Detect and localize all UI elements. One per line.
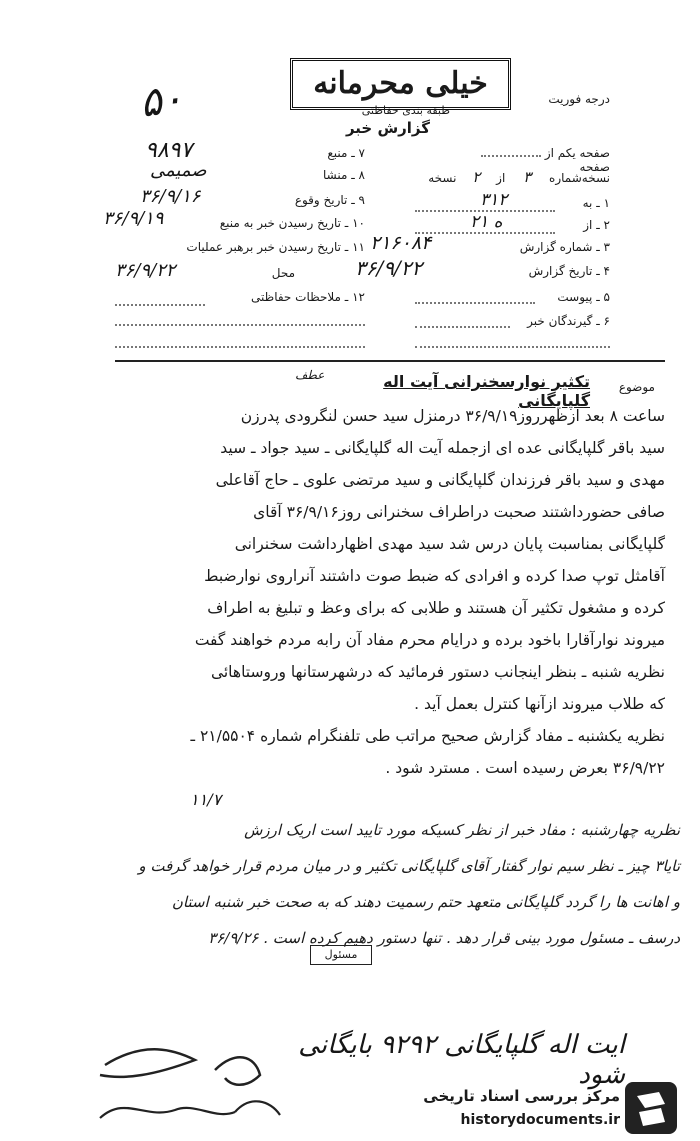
subject-annotation: عطف — [295, 368, 325, 382]
dotted-line — [415, 346, 610, 348]
field-9-label: ۹ ـ تاریخ وقوع — [294, 193, 365, 207]
handwritten-line: نظریه چهارشنبه : مفاد خبر از نظر کسیکه مورد تایید است اریک ارزش — [244, 821, 680, 839]
security-level: طبقه بندی حفاظتی — [361, 104, 450, 117]
field-6-label: ۶ ـ گیرندگان خبر — [527, 314, 610, 328]
margin-note: ۱۱/۷ — [190, 790, 222, 809]
dotted-line — [115, 324, 365, 326]
field-11-value: ۳۶/۹/۲۲ — [115, 260, 176, 281]
field-8-value: صمیمی — [150, 160, 207, 181]
bottom-archive-note: ایت اله گلپایگانی ۹۲۹۲ بایگانی شود — [298, 1030, 625, 1090]
dotted-line — [415, 302, 535, 304]
body-line: ساعت ۸ بعد ازظهرروز۳۶/۹/۱۹ درمنزل سید حسن لنگرودی پدرزن — [240, 407, 665, 425]
field-4-label: ۴ ـ تاریخ گزارش — [528, 264, 610, 278]
urgency-label: درجه فوریت — [548, 92, 610, 106]
dotted-line — [415, 232, 555, 234]
field-5-label: ۵ ـ پیوست — [557, 290, 610, 304]
sunday-view-line: نظریه یکشنبه ـ مفاد گزارش صحیح مراتب طی تلفنگرام شماره ۲۱/۵۵۰۴ ـ — [190, 727, 665, 745]
dotted-line — [115, 346, 365, 348]
body-line: نظریه شنبه ـ بنظر اینجانب دستور فرمائید که درشهرستانها وروستاهائی — [210, 663, 665, 681]
body-line: میروند نوارآقارا باخود برده و درایام محرم مفاد آن رابه مردم خواهند گفت — [194, 631, 665, 649]
field-7-value: ۹۸۹۷ — [145, 138, 193, 163]
field-3-label: ۳ ـ شماره گزارش — [519, 240, 610, 254]
body-line: آقامثل توپ صدا کرده و افرادی که ضبط صوت داشتند آنراروی نوارضبط — [204, 567, 665, 585]
field-9-value: ۳۶/۹/۱۶ — [140, 186, 201, 207]
field-12-label: ۱۲ ـ ملاحظات حفاظتی — [251, 290, 365, 304]
header-divider — [115, 360, 665, 362]
field-2-label: ۲ ـ از — [583, 218, 610, 232]
page-label: صفحه یکم از صفحه — [480, 146, 610, 174]
field-1-label: ۱ ـ به — [582, 196, 610, 210]
field-11-label: ۱۱ ـ تاریخ رسیدن خبر برهبر عملیات — [186, 240, 365, 254]
dotted-line — [415, 326, 510, 328]
archive-center-name: مرکز بررسی اسناد تاریخی — [423, 1087, 620, 1105]
field-10-value: ۳۶/۹/۱۹ — [103, 208, 164, 229]
field-3-value: ۲۱۶۰۸۴ — [370, 232, 432, 254]
copies-row: نسخه‌شماره ۳ از ۲ نسخه — [428, 168, 610, 186]
handwritten-signature — [85, 1020, 295, 1130]
handwritten-notes — [100, 812, 680, 956]
body-line: گلپایگانی بمناسبت پایان درس شد سید مهدی اظهارداشت سخنرانی — [234, 535, 665, 553]
subject-text: تکثیر نوارسخنرانی آیت اله گلپایگانی — [383, 372, 590, 410]
classification-stamp: خیلی محرمانه — [290, 58, 511, 110]
form-title: گزارش خبر — [345, 119, 430, 137]
report-body — [105, 400, 665, 784]
corner-number: ۵۰ — [137, 75, 186, 127]
field-11-place: محل — [271, 266, 295, 280]
body-line: مهدی و سید باقر فرزندان گلپایگانی و سید مرتضی علوی ـ حاج آقاعلی — [215, 471, 665, 489]
archive-logo-icon — [625, 1082, 677, 1134]
field-4-value: ۳۶/۹/۲۲ — [355, 256, 423, 280]
small-stamp: مسئول — [310, 945, 372, 965]
field-10-label: ۱۰ ـ تاریخ رسیدن خبر به منبع — [219, 216, 365, 230]
body-line: صافی حضورداشتند صحبت دراطراف سخنرانی روز۳۶/۹/۱۶ آقای — [253, 503, 665, 521]
body-line: سید باقر گلپایگانی عده ای ازجمله آیت اله گلپایگانی ـ سید جواد ـ سید — [220, 439, 665, 457]
body-line: کرده و مشغول تکثیر آن هستند و طلابی که برای وعظ و تبلیغ به اطراف — [207, 599, 665, 617]
archive-website: historydocuments.ir — [460, 1112, 620, 1128]
subject-label: موضوع — [618, 380, 655, 394]
handwritten-line: درسف ـ مسئول مورد بینی قرار دهد . تنها دستور دهیم کرده است . ۳۶/۹/۲۶ — [208, 929, 680, 947]
handwritten-line: و اهانت ها را گردد گلپایگانی متعهد حتم رسمیت دهند که به صحت خبر شنبه استان — [171, 893, 680, 911]
handwritten-line: تایا۳ چیز ـ نظر سیم نوار گفتار آقای گلپایگانی تکثیر و در میان مردم قرار خواهد گرفت و — [138, 857, 680, 875]
field-8-label: ۸ ـ منشا — [322, 168, 365, 182]
sunday-view-line: ۳۶/۹/۲۲ بعرض رسیده است . مسترد شود . — [385, 759, 665, 777]
field-1-value: ۳۱۲ — [480, 190, 508, 210]
body-line: که طلاب میروند ازآنها کنترل بعمل آید . — [414, 695, 665, 713]
dotted-line — [115, 304, 205, 306]
field-7-label: ۷ ـ منبع — [327, 146, 365, 160]
field-2-value: ۲۱ ه — [470, 212, 503, 232]
